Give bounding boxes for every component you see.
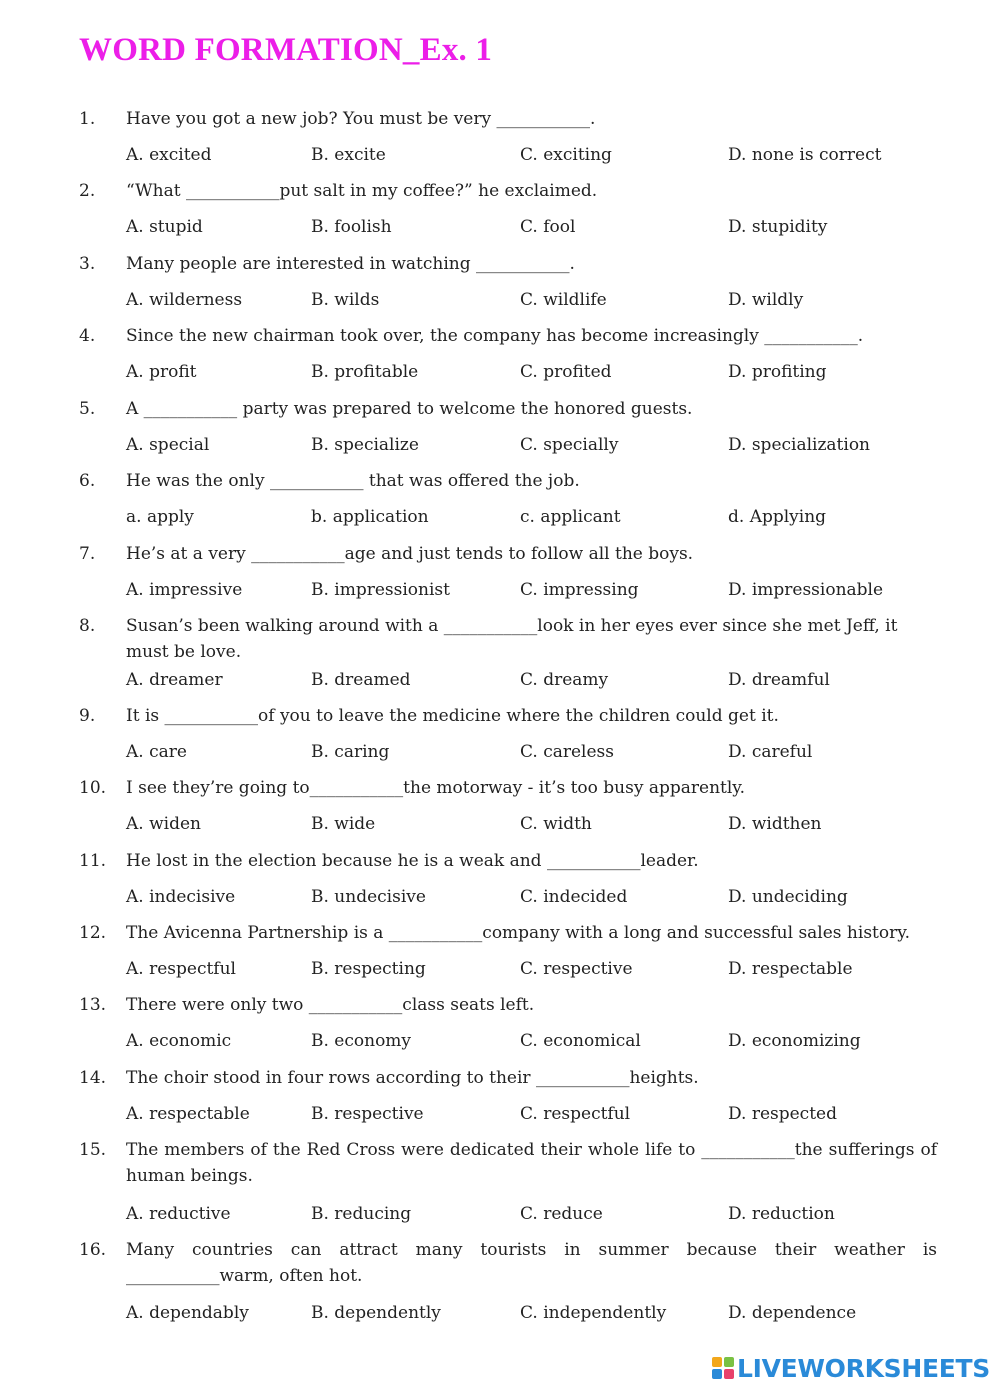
option-b[interactable]: b. application <box>311 507 429 527</box>
question-stem: “What ___________put salt in my coffee?” he exclaimed. <box>126 181 598 201</box>
option-d[interactable]: D. economizing <box>728 1031 861 1051</box>
option-d[interactable]: D. wildly <box>728 290 804 310</box>
options-row <box>0 214 1000 240</box>
option-d[interactable]: D. none is correct <box>728 145 882 165</box>
option-c[interactable]: C. respectful <box>520 1104 631 1124</box>
option-c[interactable]: C. impressing <box>520 580 639 600</box>
option-a[interactable]: A. respectful <box>126 959 236 979</box>
question-stem: He lost in the election because he is a weak and ___________leader. <box>126 851 699 871</box>
logo-square <box>712 1369 722 1379</box>
logo-square <box>712 1357 722 1367</box>
options-row <box>0 811 1000 837</box>
option-c[interactable]: C. exciting <box>520 145 612 165</box>
logo-mark-icon <box>712 1357 734 1379</box>
option-d[interactable]: D. respectable <box>728 959 853 979</box>
question-number: 1. <box>79 109 96 129</box>
option-d[interactable]: D. reduction <box>728 1204 835 1224</box>
question-number: 7. <box>79 544 96 564</box>
option-c[interactable]: C. specially <box>520 435 619 455</box>
option-c[interactable]: C. dreamy <box>520 670 609 690</box>
question-number: 3. <box>79 254 96 274</box>
option-a[interactable]: A. economic <box>126 1031 232 1051</box>
question-number: 12. <box>79 923 107 943</box>
option-b[interactable]: B. specialize <box>311 435 419 455</box>
question-number: 2. <box>79 181 96 201</box>
question-number: 16. <box>79 1240 107 1260</box>
question-stem: Since the new chairman took over, the company has become increasingly ___________. <box>126 326 864 346</box>
option-d[interactable]: D. dependence <box>728 1303 857 1323</box>
question-stem: The choir stood in four rows according to their ___________heights. <box>126 1068 699 1088</box>
option-a[interactable]: A. reductive <box>126 1204 231 1224</box>
question-stem: Many countries can attract many tourists in summer because their weather is ___________warm, often hot. <box>126 1240 937 1286</box>
question-stem: He was the only ___________ that was offered the job. <box>126 471 580 491</box>
options-row <box>0 1101 1000 1127</box>
logo-square <box>724 1357 734 1367</box>
option-a[interactable]: A. wilderness <box>126 290 243 310</box>
option-c[interactable]: C. independently <box>520 1303 667 1323</box>
option-d[interactable]: D. specialization <box>728 435 871 455</box>
option-c[interactable]: C. wildlife <box>520 290 607 310</box>
options-row <box>0 287 1000 313</box>
option-c[interactable]: C. fool <box>520 217 576 237</box>
options-row <box>0 359 1000 385</box>
option-a[interactable]: A. excited <box>126 145 212 165</box>
option-b[interactable]: B. impressionist <box>311 580 450 600</box>
page-title: WORD FORMATION_Ex. 1 <box>79 32 493 68</box>
question-stem: A ___________ party was prepared to welcome the honored guests. <box>126 399 693 419</box>
question-number: 9. <box>79 706 96 726</box>
option-a[interactable]: A. widen <box>126 814 201 834</box>
question-number: 11. <box>79 851 107 871</box>
question-number: 14. <box>79 1068 107 1088</box>
options-row <box>0 432 1000 458</box>
logo-text: LIVEWORKSHEETS <box>736 1353 990 1383</box>
options-row <box>0 504 1000 530</box>
question-number: 4. <box>79 326 96 346</box>
question-stem: Many people are interested in watching ___________. <box>126 254 575 274</box>
option-d[interactable]: D. impressionable <box>728 580 884 600</box>
option-b[interactable]: B. excite <box>311 145 386 165</box>
option-d[interactable]: d. Applying <box>728 507 827 527</box>
question-stem: The members of the Red Cross were dedicated their whole life to ___________the sufferings of human beings. <box>126 1140 937 1186</box>
liveworksheets-logo <box>712 1353 990 1383</box>
option-c[interactable]: C. economical <box>520 1031 641 1051</box>
question-stem: The Avicenna Partnership is a ___________company with a long and successful sales history. <box>126 923 910 943</box>
option-c[interactable]: C. profited <box>520 362 612 382</box>
question-stem: Have you got a new job? You must be very ___________. <box>126 109 596 129</box>
option-b[interactable]: B. wilds <box>311 290 380 310</box>
option-a[interactable]: A. respectable <box>126 1104 250 1124</box>
option-c[interactable]: C. careless <box>520 742 614 762</box>
option-a[interactable]: A. indecisive <box>126 887 236 907</box>
option-a[interactable]: A. profit <box>126 362 197 382</box>
question-number: 8. <box>79 616 96 636</box>
option-b[interactable]: B. foolish <box>311 217 392 237</box>
question-stem: It is ___________of you to leave the medicine where the children could get it. <box>126 706 779 726</box>
logo-square <box>724 1369 734 1379</box>
option-a[interactable]: A. stupid <box>126 217 203 237</box>
option-b[interactable]: B. reducing <box>311 1204 412 1224</box>
question-number: 15. <box>79 1140 107 1160</box>
option-b[interactable]: B. wide <box>311 814 376 834</box>
options-row <box>0 884 1000 910</box>
option-a[interactable]: A. dreamer <box>126 670 223 690</box>
options-row <box>0 956 1000 982</box>
question-stem: Susan’s been walking around with a ___________look in her eyes ever since she met Jeff, it must be love. <box>126 616 898 662</box>
question-number: 10. <box>79 778 107 798</box>
option-b[interactable]: B. respecting <box>311 959 426 979</box>
option-b[interactable]: B. caring <box>311 742 390 762</box>
option-b[interactable]: B. profitable <box>311 362 419 382</box>
option-a[interactable]: A. special <box>126 435 210 455</box>
question-number: 13. <box>79 995 107 1015</box>
options-row <box>0 1201 1000 1227</box>
option-d[interactable]: D. widthen <box>728 814 822 834</box>
question-number: 5. <box>79 399 96 419</box>
option-d[interactable]: D. profiting <box>728 362 827 382</box>
question-stem: I see they’re going to___________the motorway - it’s too busy apparently. <box>126 778 746 798</box>
option-a[interactable]: A. care <box>126 742 187 762</box>
options-row <box>0 577 1000 603</box>
option-c[interactable]: c. applicant <box>520 507 621 527</box>
option-d[interactable]: D. careful <box>728 742 813 762</box>
option-c[interactable]: C. respective <box>520 959 633 979</box>
option-d[interactable]: D. dreamful <box>728 670 830 690</box>
option-d[interactable]: D. stupidity <box>728 217 828 237</box>
option-c[interactable]: C. indecided <box>520 887 628 907</box>
option-b[interactable]: B. dependently <box>311 1303 441 1323</box>
question-number: 6. <box>79 471 96 491</box>
question-stem: He’s at a very ___________age and just tends to follow all the boys. <box>126 544 694 564</box>
options-row <box>0 667 1000 693</box>
options-row <box>0 1300 1000 1326</box>
options-row <box>0 739 1000 765</box>
option-b[interactable]: B. undecisive <box>311 887 426 907</box>
option-b[interactable]: B. economy <box>311 1031 412 1051</box>
options-row <box>0 1028 1000 1054</box>
option-b[interactable]: B. respective <box>311 1104 424 1124</box>
option-b[interactable]: B. dreamed <box>311 670 411 690</box>
option-c[interactable]: C. reduce <box>520 1204 603 1224</box>
option-a[interactable]: A. dependably <box>126 1303 249 1323</box>
option-d[interactable]: D. undeciding <box>728 887 848 907</box>
question-stem: There were only two ___________class seats left. <box>126 995 535 1015</box>
option-c[interactable]: C. width <box>520 814 592 834</box>
option-d[interactable]: D. respected <box>728 1104 837 1124</box>
option-a[interactable]: a. apply <box>126 507 194 527</box>
options-row <box>0 142 1000 168</box>
option-a[interactable]: A. impressive <box>126 580 243 600</box>
